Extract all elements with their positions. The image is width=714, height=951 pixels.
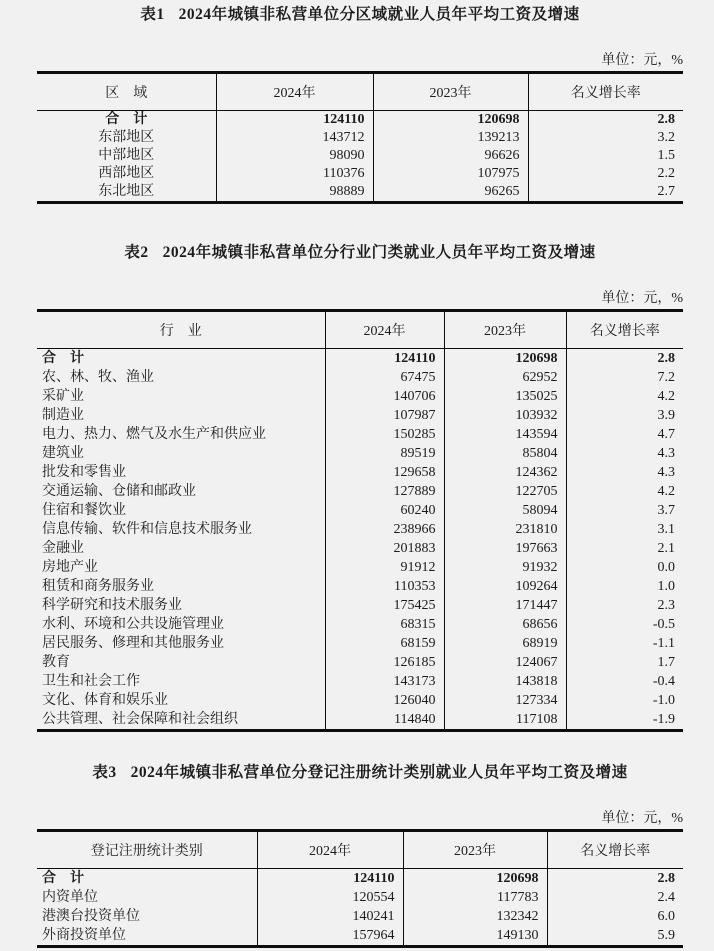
- cell-2024-value: 60240: [325, 501, 444, 520]
- table-row: [37, 907, 683, 926]
- cell-category: 东部地区: [37, 129, 216, 147]
- cell-growth-rate: 2.8: [657, 112, 675, 127]
- cell-category: 东北地区: [37, 183, 216, 203]
- table3-header-row: [37, 831, 683, 869]
- cell-2023-value: 171447: [444, 596, 566, 615]
- cell-2024-value: 124110: [216, 111, 373, 130]
- table1-section: [37, 0, 683, 204]
- cell-2023-value: 85804: [444, 444, 566, 463]
- cell-growth-rate: 1.5: [657, 148, 675, 163]
- cell-growth-rate: -0.5: [652, 617, 675, 632]
- cell-growth-rate: 4.2: [657, 389, 675, 404]
- cell-growth-rate: 2.7: [657, 184, 675, 199]
- table-row: [37, 444, 683, 463]
- cell-2023-value: 127334: [444, 691, 566, 710]
- total-row: [37, 869, 683, 889]
- cell-2023-value: 62952: [444, 368, 566, 387]
- cell-category: 合 计: [37, 349, 325, 369]
- table1-unit-label: 单位：元，%: [601, 53, 683, 68]
- table2-section: [37, 244, 683, 732]
- cell-growth-rate: 2.2: [657, 166, 675, 181]
- table-row: [37, 691, 683, 710]
- cell-2023-value: 91932: [444, 558, 566, 577]
- cell-category: 制造业: [37, 406, 325, 425]
- cell-category: 中部地区: [37, 147, 216, 165]
- cell-2023-value: 197663: [444, 539, 566, 558]
- cell-2024-value: 120554: [257, 888, 403, 907]
- cell-2024-value: 126185: [325, 653, 444, 672]
- cell-2023-value: 96265: [373, 183, 528, 203]
- table3-unit-label: 单位：元，%: [601, 811, 683, 826]
- cell-2023-value: 68919: [444, 634, 566, 653]
- cell-2023-value: 120698: [403, 869, 547, 889]
- total-row: [37, 111, 683, 130]
- table-row: [37, 482, 683, 501]
- table-row: [37, 463, 683, 482]
- cell-2024-value: 124110: [257, 869, 403, 889]
- cell-growth-rate: 1.7: [657, 655, 675, 670]
- table1-title-text: 2024年城镇非私营单位分区域就业人员年平均工资及增速: [178, 6, 580, 23]
- table-row: [37, 129, 683, 147]
- cell-2023-value: 139213: [373, 129, 528, 147]
- cell-2024-value: 157964: [257, 926, 403, 947]
- cell-2023-value: 117108: [444, 710, 566, 731]
- cell-category: 采矿业: [37, 387, 325, 406]
- cell-growth-rate: 3.9: [657, 408, 675, 423]
- cell-growth-rate: -1.9: [652, 712, 675, 727]
- table2-header-row: [37, 311, 683, 349]
- cell-2023-value: 120698: [444, 349, 566, 369]
- cell-category: 文化、体育和娱乐业: [37, 691, 325, 710]
- cell-2023-value: 135025: [444, 387, 566, 406]
- total-row: [37, 349, 683, 369]
- table-row: [37, 577, 683, 596]
- table-row: [37, 501, 683, 520]
- table2-title-number: 表2: [124, 244, 149, 261]
- table1-title: [37, 0, 683, 24]
- page-content: [37, 0, 683, 948]
- cell-category: 金融业: [37, 539, 325, 558]
- table1-col-2024: 2024年: [216, 73, 373, 111]
- cell-2023-value: 117783: [403, 888, 547, 907]
- table2-unit-label: 单位：元，%: [601, 291, 683, 306]
- table-row: [37, 406, 683, 425]
- table-row: [37, 539, 683, 558]
- cell-category: 合 计: [37, 869, 257, 889]
- cell-category: 批发和零售业: [37, 463, 325, 482]
- cell-2024-value: 124110: [325, 349, 444, 369]
- table-row: [37, 615, 683, 634]
- table1-col-2023: 2023年: [373, 73, 528, 111]
- cell-2024-value: 140706: [325, 387, 444, 406]
- table-row: [37, 596, 683, 615]
- cell-category: 外商投资单位: [37, 926, 257, 947]
- cell-growth-rate: -1.0: [652, 693, 675, 708]
- cell-2024-value: 114840: [325, 710, 444, 731]
- cell-category: 公共管理、社会保障和社会组织: [37, 710, 325, 731]
- cell-2024-value: 129658: [325, 463, 444, 482]
- cell-2023-value: 124067: [444, 653, 566, 672]
- table-row: [37, 425, 683, 444]
- table2-title: [37, 244, 683, 262]
- cell-2023-value: 68656: [444, 615, 566, 634]
- cell-2023-value: 124362: [444, 463, 566, 482]
- cell-growth-rate: 2.4: [657, 890, 675, 905]
- cell-2023-value: 143594: [444, 425, 566, 444]
- table3-col-registration-type: 登记注册统计类别: [37, 831, 257, 869]
- cell-2023-value: 149130: [403, 926, 547, 947]
- cell-category: 租赁和商务服务业: [37, 577, 325, 596]
- cell-2023-value: 143818: [444, 672, 566, 691]
- cell-2024-value: 126040: [325, 691, 444, 710]
- cell-category: 合 计: [37, 111, 216, 130]
- table-row: [37, 672, 683, 691]
- table-row: [37, 710, 683, 731]
- table-row: [37, 165, 683, 183]
- cell-growth-rate: 2.8: [657, 871, 675, 886]
- table3-col-2024: 2024年: [257, 831, 403, 869]
- table-row: [37, 147, 683, 165]
- cell-category: 居民服务、修理和其他服务业: [37, 634, 325, 653]
- cell-growth-rate: 4.3: [657, 465, 675, 480]
- cell-category: 农、林、牧、渔业: [37, 368, 325, 387]
- cell-category: 信息传输、软件和信息技术服务业: [37, 520, 325, 539]
- cell-2024-value: 98090: [216, 147, 373, 165]
- cell-growth-rate: 3.2: [657, 130, 675, 145]
- cell-growth-rate: 5.9: [657, 928, 675, 943]
- cell-growth-rate: 1.0: [657, 579, 675, 594]
- table3-col-growth: 名义增长率: [547, 831, 683, 869]
- cell-2023-value: 103932: [444, 406, 566, 425]
- cell-2024-value: 143712: [216, 129, 373, 147]
- cell-2024-value: 238966: [325, 520, 444, 539]
- table2-industry-wage-table: [37, 309, 683, 732]
- table1-col-region: 区 域: [37, 73, 216, 111]
- table-row: [37, 634, 683, 653]
- table-row: [37, 520, 683, 539]
- table1-title-number: 表1: [140, 6, 165, 23]
- cell-growth-rate: 0.0: [657, 560, 675, 575]
- table2-col-growth: 名义增长率: [566, 311, 683, 349]
- cell-category: 水利、环境和公共设施管理业: [37, 615, 325, 634]
- cell-growth-rate: 2.1: [657, 541, 675, 556]
- cell-growth-rate: 3.1: [657, 522, 675, 537]
- cell-2024-value: 110376: [216, 165, 373, 183]
- cell-2024-value: 150285: [325, 425, 444, 444]
- table3-title: [37, 764, 683, 782]
- cell-2023-value: 231810: [444, 520, 566, 539]
- cell-growth-rate: -0.4: [652, 674, 675, 689]
- table-row: [37, 183, 683, 203]
- table3-title-text: 2024年城镇非私营单位分登记注册统计类别就业人员年平均工资及增速: [130, 764, 628, 781]
- cell-2024-value: 175425: [325, 596, 444, 615]
- table2-col-industry: 行 业: [37, 311, 325, 349]
- cell-2024-value: 68315: [325, 615, 444, 634]
- cell-2024-value: 201883: [325, 539, 444, 558]
- table3-section: [37, 764, 683, 948]
- table2-title-text: 2024年城镇非私营单位分行业门类就业人员年平均工资及增速: [162, 244, 596, 261]
- table1-header-row: [37, 73, 683, 111]
- cell-2024-value: 89519: [325, 444, 444, 463]
- cell-2024-value: 140241: [257, 907, 403, 926]
- cell-2024-value: 110353: [325, 577, 444, 596]
- cell-growth-rate: 2.3: [657, 598, 675, 613]
- cell-growth-rate: 6.0: [657, 909, 675, 924]
- cell-2024-value: 67475: [325, 368, 444, 387]
- cell-growth-rate: 2.8: [657, 351, 675, 366]
- table3-registration-type-wage-table: [37, 829, 683, 948]
- table2-col-2024: 2024年: [325, 311, 444, 349]
- cell-category: 房地产业: [37, 558, 325, 577]
- cell-growth-rate: 3.7: [657, 503, 675, 518]
- cell-growth-rate: -1.1: [652, 636, 675, 651]
- table3-title-number: 表3: [92, 764, 117, 781]
- cell-2023-value: 132342: [403, 907, 547, 926]
- table3-col-2023: 2023年: [403, 831, 547, 869]
- cell-growth-rate: 4.3: [657, 446, 675, 461]
- cell-2024-value: 98889: [216, 183, 373, 203]
- cell-2023-value: 96626: [373, 147, 528, 165]
- cell-category: 西部地区: [37, 165, 216, 183]
- table-row: [37, 387, 683, 406]
- cell-2023-value: 107975: [373, 165, 528, 183]
- cell-growth-rate: 4.2: [657, 484, 675, 499]
- cell-2024-value: 143173: [325, 672, 444, 691]
- cell-category: 教育: [37, 653, 325, 672]
- cell-2024-value: 127889: [325, 482, 444, 501]
- cell-2023-value: 109264: [444, 577, 566, 596]
- cell-category: 港澳台投资单位: [37, 907, 257, 926]
- cell-category: 卫生和社会工作: [37, 672, 325, 691]
- cell-category: 交通运输、仓储和邮政业: [37, 482, 325, 501]
- cell-category: 住宿和餐饮业: [37, 501, 325, 520]
- table-row: [37, 558, 683, 577]
- cell-2024-value: 91912: [325, 558, 444, 577]
- cell-2023-value: 122705: [444, 482, 566, 501]
- table-row: [37, 888, 683, 907]
- table-row: [37, 926, 683, 947]
- table-row: [37, 368, 683, 387]
- cell-category: 电力、热力、燃气及水生产和供应业: [37, 425, 325, 444]
- table-row: [37, 653, 683, 672]
- cell-category: 科学研究和技术服务业: [37, 596, 325, 615]
- table2-col-2023: 2023年: [444, 311, 566, 349]
- cell-2023-value: 58094: [444, 501, 566, 520]
- cell-2024-value: 107987: [325, 406, 444, 425]
- table1-region-wage-table: [37, 71, 683, 204]
- cell-growth-rate: 7.2: [657, 370, 675, 385]
- cell-2023-value: 120698: [373, 111, 528, 130]
- cell-growth-rate: 4.7: [657, 427, 675, 442]
- cell-category: 建筑业: [37, 444, 325, 463]
- cell-category: 内资单位: [37, 888, 257, 907]
- table1-col-growth: 名义增长率: [528, 73, 683, 111]
- cell-2024-value: 68159: [325, 634, 444, 653]
